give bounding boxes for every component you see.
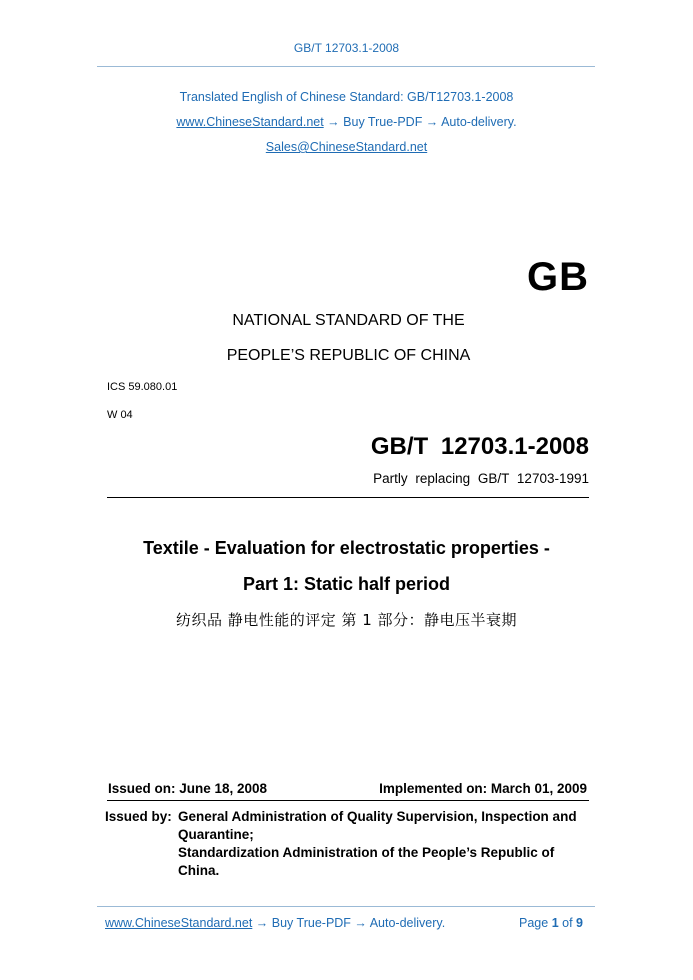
implemented-on: Implemented on: March 01, 2009 xyxy=(379,781,587,796)
title-chinese: 纺织品 静电性能的评定 第 1 部分：静电压半衰期 xyxy=(175,611,518,629)
issued-on: Issued on: June 18, 2008 xyxy=(108,781,268,796)
issued-by-line: Standardization Administration of the People’s Republic of xyxy=(178,845,555,860)
page-current: 1 xyxy=(551,916,559,930)
issued-by-value xyxy=(178,808,589,880)
issued-by-label: Issued by: xyxy=(105,809,172,824)
footer-promo-text: → Buy True-PDF → Auto-delivery. xyxy=(252,916,446,930)
header-title: GB/T 12703.1-2008 xyxy=(293,41,400,55)
national-standard-line2: PEOPLE’S REPUBLIC OF CHINA xyxy=(226,347,471,364)
national-standard-line1: NATIONAL STANDARD OF THE xyxy=(232,312,465,329)
page-prefix: Page xyxy=(519,916,549,930)
issued-by-line: China. xyxy=(178,863,220,878)
footer-divider xyxy=(97,906,595,907)
promo-line xyxy=(0,115,693,129)
standard-number: GB/T 12703.1-2008 xyxy=(370,433,589,460)
promo-text: → Buy True-PDF → Auto-delivery. xyxy=(323,115,517,129)
ics-code: ICS 59.080.01 xyxy=(107,381,178,393)
ccs-code: W 04 xyxy=(107,409,133,421)
dates-divider xyxy=(107,800,589,801)
footer-site-link[interactable]: www.ChineseStandard.net xyxy=(105,916,253,930)
title-english-line1: Textile - Evaluation for electrostatic properties - xyxy=(143,538,550,558)
email-line xyxy=(0,140,693,154)
page-total: 9 xyxy=(576,916,583,930)
issued-by-line: General Administration of Quality Supervision, Inspection and xyxy=(178,809,577,824)
replacing-note: Partly replacing GB/T 12703-1991 xyxy=(373,471,589,486)
translation-notice: Translated English of Chinese Standard: GB/T12703.1-2008 xyxy=(179,90,514,104)
page-of: of xyxy=(562,916,573,930)
footer-promo xyxy=(105,916,445,930)
page-indicator xyxy=(519,916,583,930)
title-english-line2: Part 1: Static half period xyxy=(242,574,451,594)
header-divider xyxy=(97,66,595,67)
issued-by-line: Quarantine; xyxy=(178,827,254,842)
gb-logo: GB xyxy=(527,255,589,299)
title-divider xyxy=(107,497,589,498)
site-link[interactable]: www.ChineseStandard.net xyxy=(176,115,324,129)
sales-email-link[interactable]: Sales@ChineseStandard.net xyxy=(265,140,428,154)
